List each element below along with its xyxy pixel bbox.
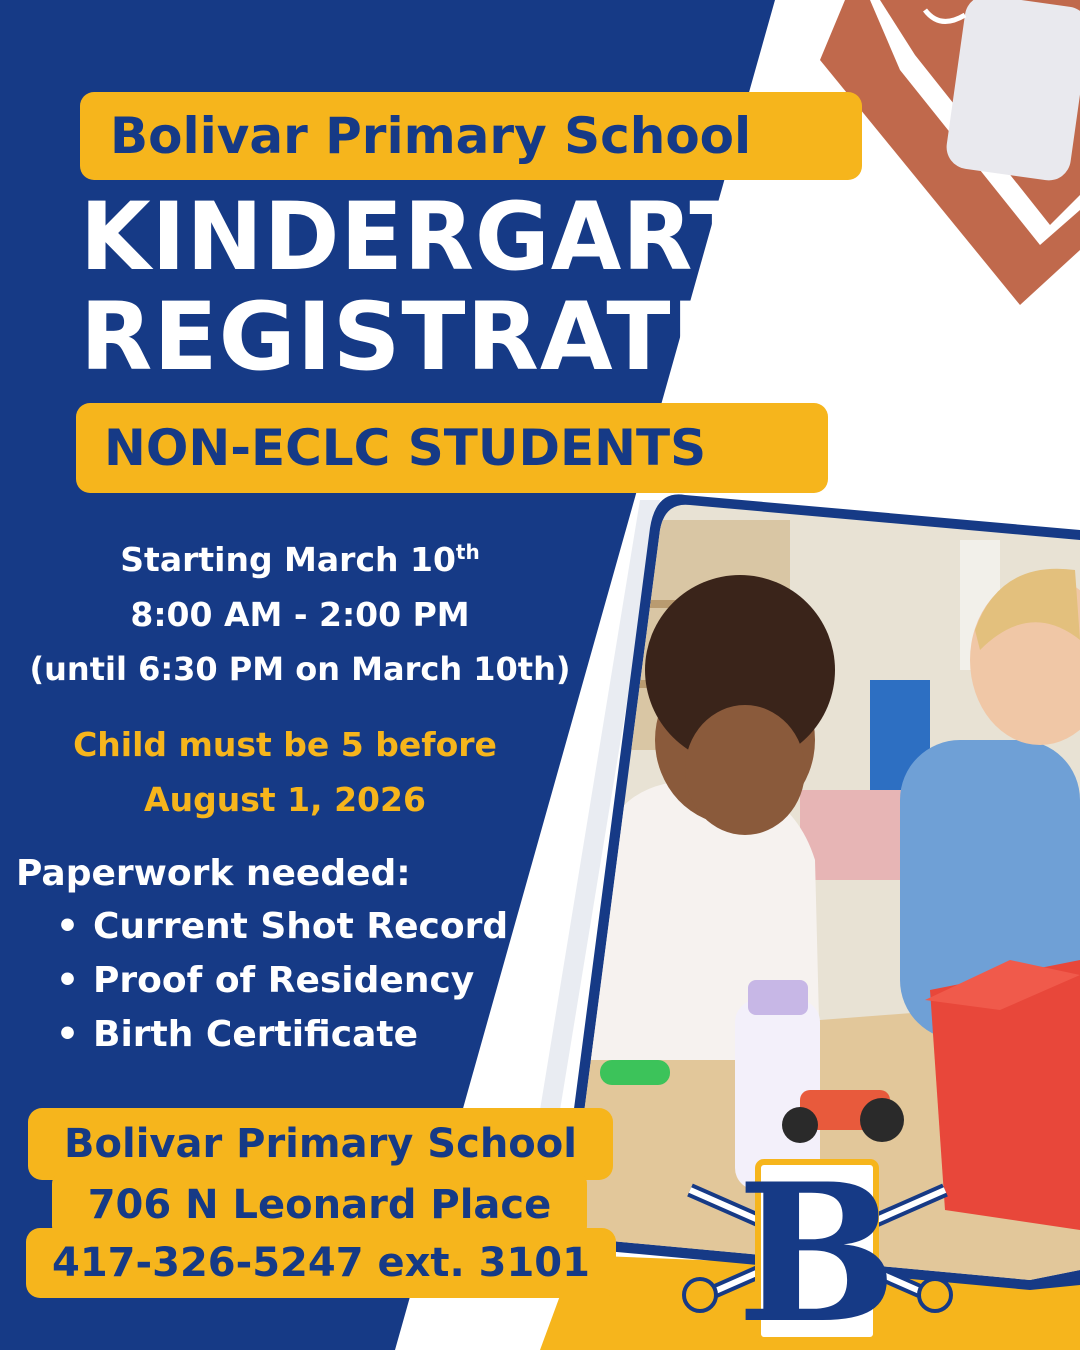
logo-letter: B [736, 1142, 898, 1350]
contact-address: 706 N Leonard Place [87, 1182, 552, 1228]
list-item: • Current Shot Record [56, 906, 508, 947]
contact-phone: 417-326-5247 ext. 3101 [52, 1240, 590, 1286]
list-item: • Proof of Residency [56, 960, 474, 1001]
schedule-start-text: Starting March 10 [120, 540, 456, 579]
schedule-start-suffix: th [455, 540, 480, 564]
list-item: • Birth Certificate [56, 1014, 418, 1055]
school-name: Bolivar Primary School [110, 107, 752, 165]
headline-registration: REGISTRATION [80, 283, 869, 392]
headline-kindergarten: KINDERGARTEN [80, 183, 894, 292]
schedule-start [0, 540, 600, 579]
audience-label: NON-ECLC STUDENTS [104, 419, 707, 477]
audience-banner [76, 403, 828, 493]
schedule-hours: 8:00 AM - 2:00 PM [130, 595, 470, 634]
eligibility-line2: August 1, 2026 [144, 780, 426, 819]
school-name-banner [80, 92, 862, 180]
contact-phone-banner [26, 1228, 616, 1298]
paperwork-heading: Paperwork needed: [16, 853, 411, 894]
schedule-extended: (until 6:30 PM on March 10th) [29, 650, 571, 688]
contact-school-name: Bolivar Primary School [64, 1121, 577, 1167]
eligibility-line1: Child must be 5 before [73, 725, 497, 764]
